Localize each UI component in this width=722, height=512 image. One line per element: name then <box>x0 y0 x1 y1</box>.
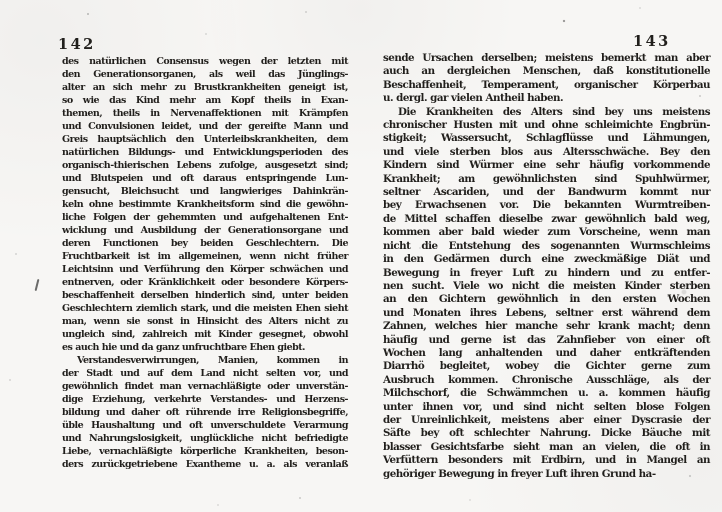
page-number-left: 142 <box>58 36 96 53</box>
text-line: auch an dergleichen Menschen, daß konstitutionelle <box>383 65 710 78</box>
text-line: keln ohne bestimmte Krankheitsform sind die gewöhn- <box>62 199 348 210</box>
text-line: und Convulsionen leidet, und der gereifte Mann und <box>62 121 348 132</box>
text-line: man, wenn sie sonst in Hinsicht des Alters nicht zu <box>62 316 348 327</box>
text-line: gewöhnlich findet man vernachläßigte oder unverstän- <box>62 381 348 392</box>
text-line: und Blutspeien und oft daraus entspringende Lun- <box>62 173 348 184</box>
text-line: Verstandesverwirrungen, Manien, kommen in <box>77 355 348 366</box>
text-line: Kindern sind Würmer eine sehr häufig vorkommende <box>383 159 710 172</box>
text-line: kommen aber bald wieder zum Vorscheine, wenn man <box>383 226 710 239</box>
text-line: blasser Gesichtsfarbe sieht man an vielen, die oft in <box>383 440 710 453</box>
text-line: Zahnen, welches hier manche sehr krank macht; denn <box>383 320 710 333</box>
text-line: häufig und gerne ist das Zahnfieber von einer oft <box>383 333 710 346</box>
text-line: sende Ursachen derselben; meistens bemerkt man aber <box>383 52 710 64</box>
text-line: organisch-thierischen Lebens zufolge, ausgesetzt sind; <box>62 160 348 171</box>
text-line: Leichtsinn und Verführung den Körper schwächen und <box>62 264 348 275</box>
text-line: Krankheit; am gewöhnlichsten sind Spuhlwürmer, <box>383 172 710 185</box>
text-line: Beschaffenheit, Temperament, organischer Körperbau <box>383 78 710 91</box>
text-line: beschaffenheit derselben hinderlich sind, unter beiden <box>62 290 348 301</box>
text-block-left <box>62 55 348 471</box>
text-line: dige Erziehung, verkehrte Verstandes- und Herzens- <box>62 394 348 405</box>
text-line: Ausbruch kommen. Chronische Ausschläge, als der <box>383 373 710 386</box>
text-line: Diarrhö begleitet, wobey die Gichter gerne zum <box>383 360 710 373</box>
text-line: üble Haushaltung und oft unverschuldete Verarmung <box>62 420 348 431</box>
text-line: gensucht, Bleichsucht und langwieriges Dahinkrän- <box>62 186 348 197</box>
text-line: den Generationsorganen, als weil das Jünglings- <box>62 69 348 80</box>
text-line: alter an sich mehr zu Brustkrankheiten geneigt ist, <box>62 82 348 93</box>
text-line: Bewegung in freyer Luft zu hindern und zu entfer- <box>383 266 710 279</box>
text-line: Liebe, vernachläßigte körperliche Krankheiten, beson- <box>62 446 348 457</box>
text-line: de Mittel schaffen dieselbe zwar gewöhnlich bald weg, <box>383 212 710 225</box>
text-line: Geschlechtern ziemlich stark, und die meisten Ehen sieht <box>62 303 348 314</box>
text-line: in den Gedärmen durch eine zweckmäßige Diät und <box>383 253 710 266</box>
text-line: wicklung und Ausbildung der Generationsorgane und <box>62 225 348 236</box>
text-line: themen, theils in Nervenaffektionen mit Krämpfen <box>62 108 348 119</box>
text-line: Wochen lang anhaltenden und daher entkräftenden <box>383 346 710 359</box>
text-line: an den Gichtern gewöhnlich in den ersten Wochen <box>383 293 710 306</box>
text-line: entnerven, oder Kränklichkeit oder besondere Körpers- <box>62 277 348 288</box>
text-line: und Monaten ihres Lebens, seltner erst während dem <box>383 306 710 319</box>
text-line: Fruchtbarkeit ist im allgemeinen, wenn nicht früher <box>62 251 348 262</box>
text-line: unter ihnen vor, und sind nicht selten blose Folgen <box>383 400 710 413</box>
text-line: nicht die Entstehung des sogenannten Wurmschleims <box>383 239 710 252</box>
text-line: natürlichen Bildungs- und Entwicklungsperioden des <box>62 147 348 158</box>
text-line: seltner Ascariden, und der Bandwurm kommt nur <box>383 186 710 199</box>
text-line: Die Krankheiten des Alters sind bey uns meistens <box>398 105 710 118</box>
text-line: des natürlichen Consensus wegen der letzten mit <box>62 56 348 67</box>
text-line: Greis hauptsächlich den Unterleibskrankheiten, dem <box>62 134 348 145</box>
text-line: liche Folgen der gehemmten und aufgehaltenen Ent- <box>62 212 348 223</box>
text-line: gehöriger Bewegung in freyer Luft ihren Grund ha- <box>383 467 656 480</box>
text-line: Milchschorf, die Schwämmchen u. a. kommen häufig <box>383 387 710 400</box>
text-line: deren Functionen bey beiden Geschlechtern. Die <box>62 238 348 249</box>
text-block-right <box>383 52 710 481</box>
text-line: der Unreinlichkeit, meistens aber einer Dyscrasie der <box>383 413 710 426</box>
text-line: u. dergl. gar vielen Antheil haben. <box>383 92 564 105</box>
text-line: bey Erwachsenen vor. Die bekannten Wurmtreiben- <box>383 199 710 212</box>
text-line: so wie das Kind mehr am Kopf theils in Exan- <box>62 95 348 106</box>
text-line: der Stadt und auf dem Land nicht selten vor, und <box>62 368 348 379</box>
text-line: Verfüttern besonders mit Erdbirn, und in Mangel an <box>383 454 710 467</box>
page-number-right: 143 <box>633 33 671 50</box>
text-line: bildung und daher oft rührende irre Religionsbegriffe, <box>62 407 348 418</box>
text-line: Säfte bey oft schlechter Nahrung. Dicke Bäuche mit <box>383 427 710 440</box>
text-line: stigkeit; Wassersucht, Schlagflüsse und Lähmungen, <box>383 132 710 145</box>
text-line: chronischer Husten mit und ohne schleimichte Engbrün- <box>383 119 710 132</box>
text-line: ungleich sind, zahlreich mit Kinder gesegnet, obwohl <box>62 329 348 340</box>
text-line: es auch hie und da ganz unfruchtbare Ehen giebt. <box>62 342 305 353</box>
text-line: und viele sterben blos aus Altersschwäche. Bey den <box>383 145 710 158</box>
text-line: ders zurückgetriebene Exantheme u. a. als veranlaß <box>62 459 348 470</box>
scan-artifact-slash <box>35 279 40 291</box>
text-line: nen sucht. Viele wo nicht die meisten Kinder sterben <box>383 279 710 292</box>
text-line: und Nahrungslosigkeit, unglückliche nicht befriedigte <box>62 433 348 444</box>
